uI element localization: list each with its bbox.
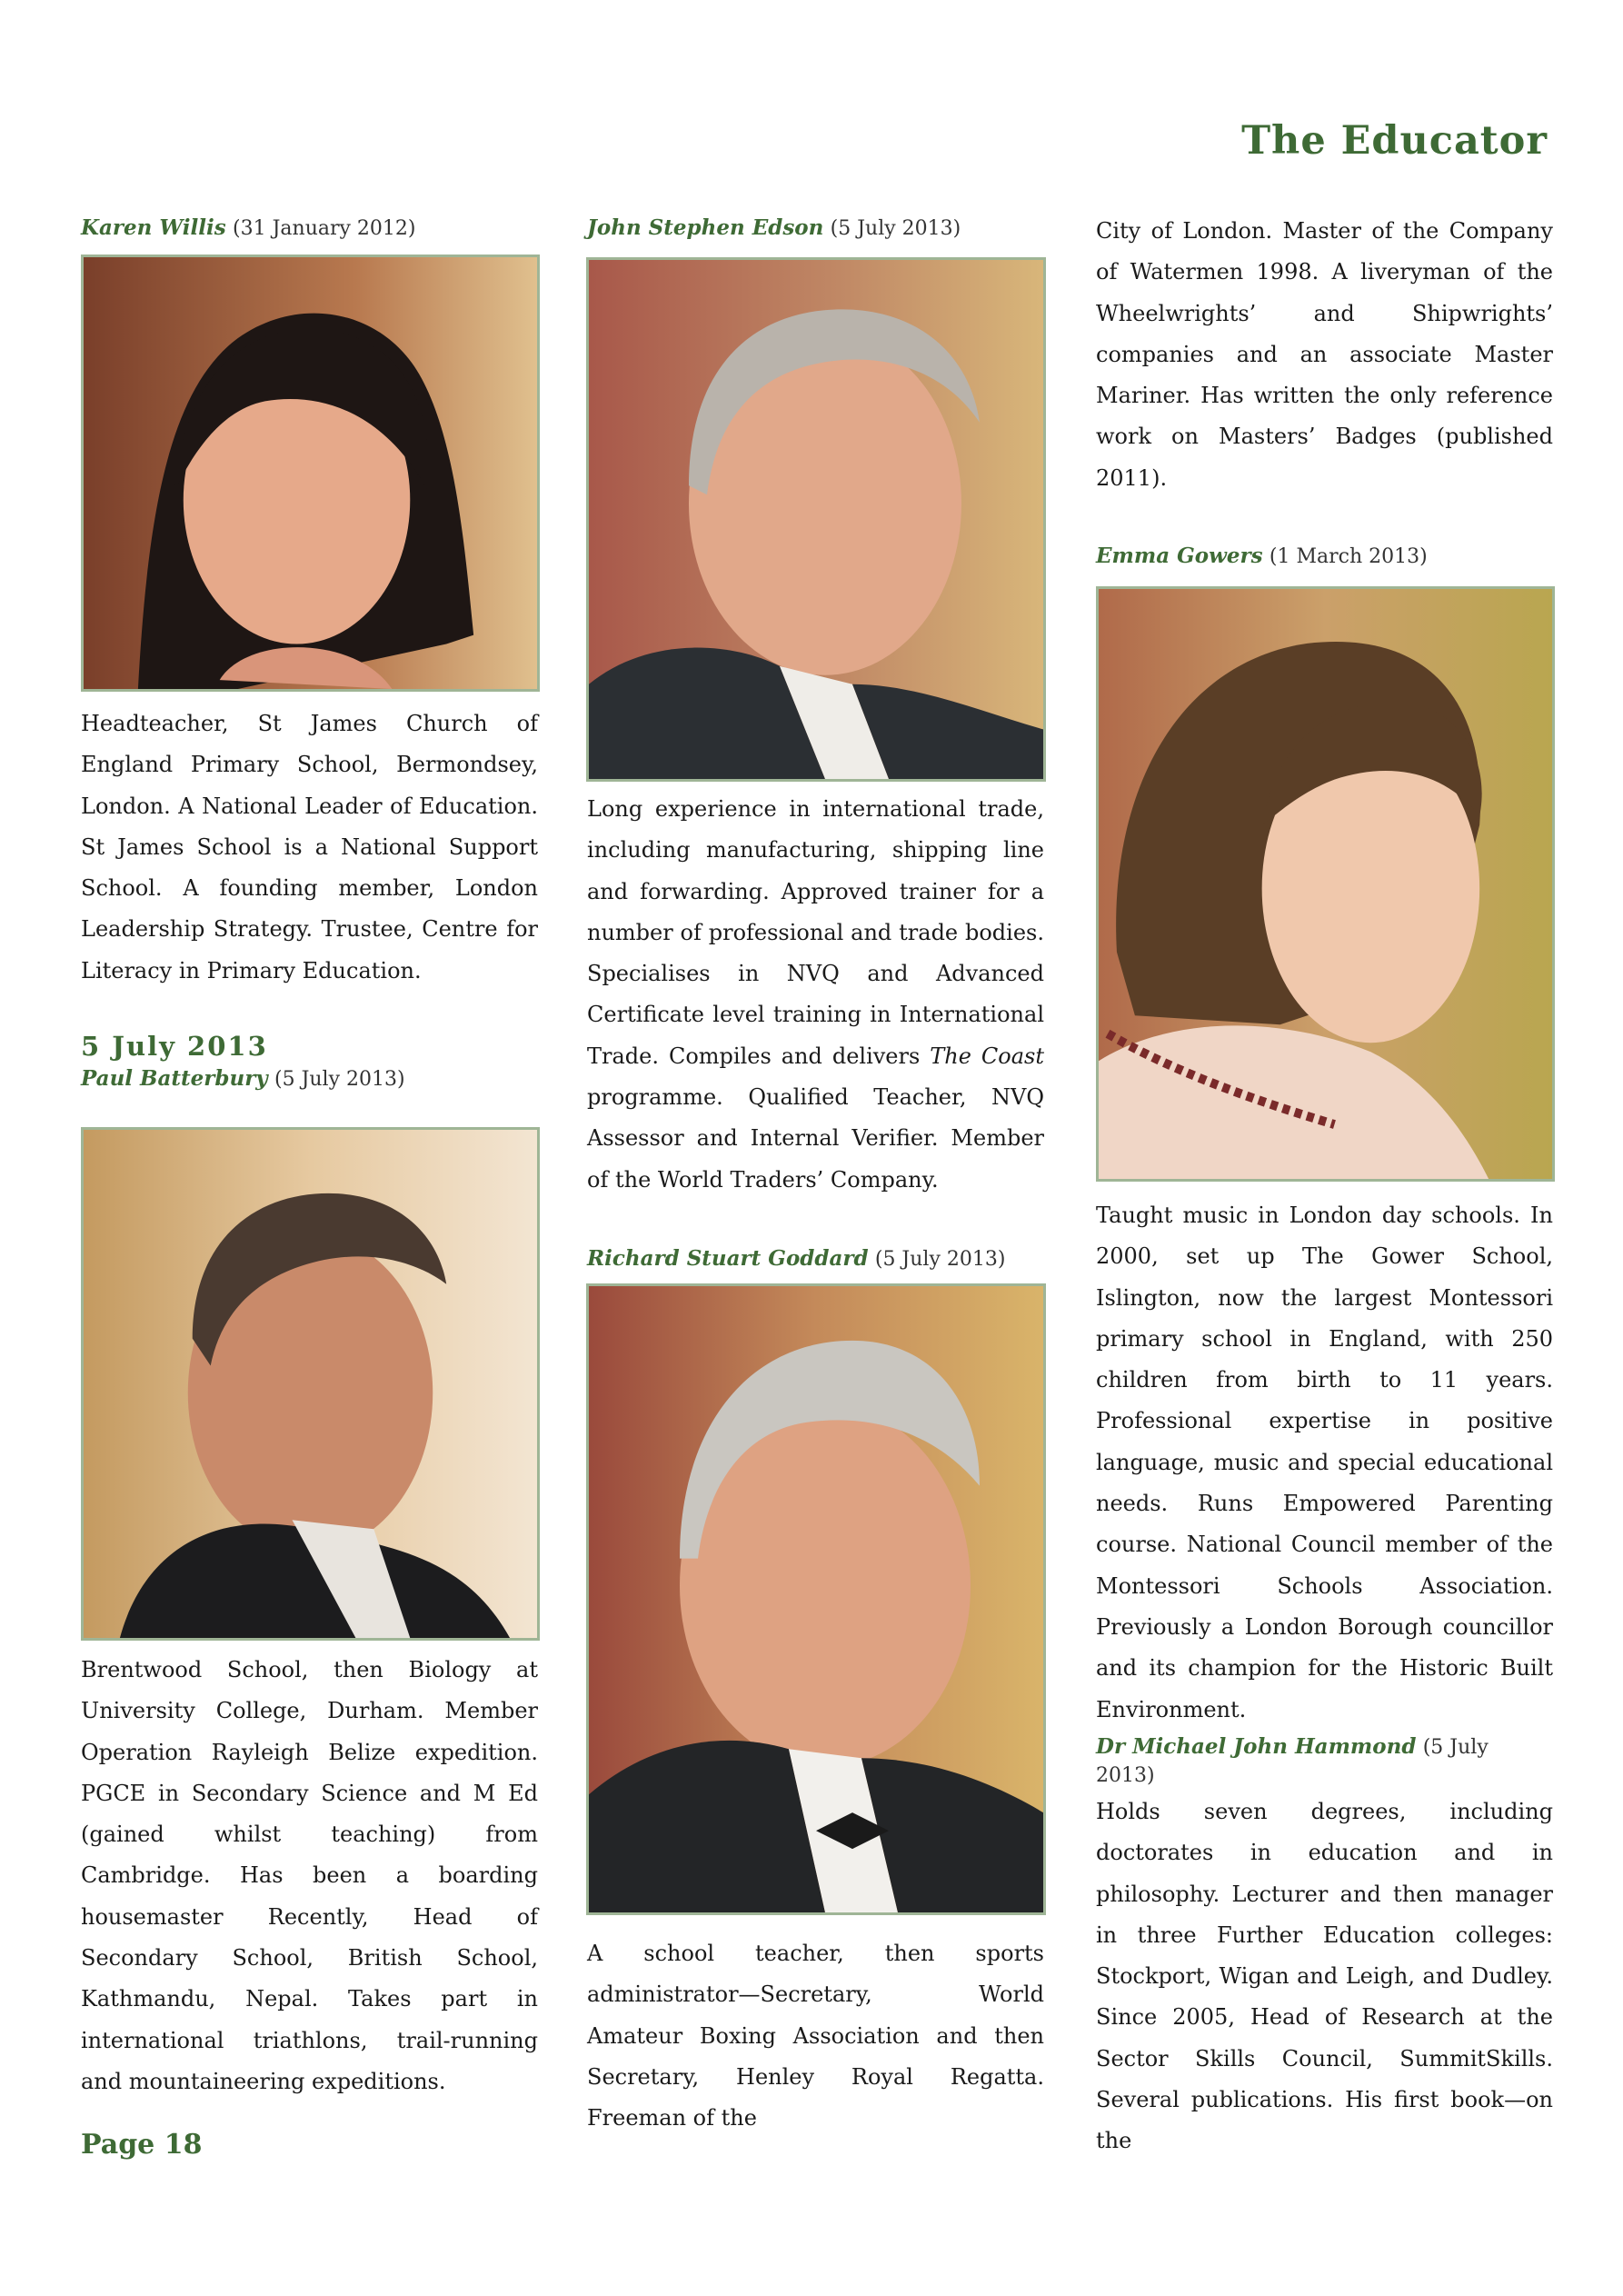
portrait-photo-paul xyxy=(81,1127,540,1641)
profile-date: (1 March 2013) xyxy=(1269,545,1428,568)
profile-bio-michael: Holds seven degrees, including doctorates in education and in philosophy. Lecturer and then manager in three Further Education colleges: Stockport, Wigan and Leigh, and Dudley. Since 2005, Head of Research at the Sector Skills Council, SummitSkills. Several publications. His first book—on the xyxy=(1096,1799,1553,2154)
profile-date: (5 July 2013) xyxy=(274,1068,405,1091)
profile-date: (5 July 2013) xyxy=(1096,1736,1489,1787)
portrait-photo-john xyxy=(586,257,1046,782)
profile-heading-paul xyxy=(81,1065,538,1093)
profile-name: Karen Willis xyxy=(81,215,226,240)
profile-name: John Stephen Edson xyxy=(587,215,824,240)
profile-bio-emma: Taught music in London day schools. In 2000, set up The Gower School, Islington, now the largest Montessori primary school in England, with 250 children from birth to 11 years. Professional expertise in positive language, music and special educational needs. Runs Empowered Parenting course. National Council member of the Montessori Schools Association. Previously a London Borough councillor and its champion for the Historic Built Environment. xyxy=(1096,1203,1553,1722)
profile-heading-richard xyxy=(587,1245,1044,1273)
portrait-photo-karen xyxy=(81,255,540,692)
profile-date: (31 January 2012) xyxy=(233,217,416,240)
bio-text: Long experience in international trade, including manufacturing, shipping line and forwarding. Approved trainer for a number of professional and trade bodies. Specialises in NVQ and Advanced Certificate level training in International Trade. Compiles and delivers xyxy=(587,796,1044,1069)
portrait-photo-emma xyxy=(1096,586,1555,1182)
profile-name: Richard Stuart Goddard xyxy=(587,1246,869,1271)
profile-bio-paul: Brentwood School, then Biology at University College, Durham. Member Operation Rayleigh Belize expedition. PGCE in Secondary Science and M Ed (gained whilst teaching) from Cambridge. Has been a boarding housemaster Recently, Head of Secondary School, British School, Kathmandu, Nepal. Takes part in international triathlons, trail-running and mountaineering expeditions. xyxy=(81,1657,538,2094)
profile-name: Paul Batterbury xyxy=(81,1066,268,1091)
programme-title: The Coast xyxy=(930,1043,1044,1069)
profile-name: Emma Gowers xyxy=(1096,544,1263,568)
profile-date: (5 July 2013) xyxy=(830,217,961,240)
profile-heading-john xyxy=(587,215,1044,243)
section-date-heading: 5 July 2013 xyxy=(81,1031,268,1062)
bio-text: programme. Qualified Teacher, NVQ Assessor and Internal Verifier. Member of the World Traders’ Company. xyxy=(587,1084,1044,1193)
profile-bio-karen: Headteacher, St James Church of England Primary School, Bermondsey, London. A National Leader of Education. St James School is a National Support School. A founding member, London Leadership Strategy. Trustee, Centre for Literacy in Primary Education. xyxy=(81,711,538,983)
column-1 xyxy=(81,215,538,243)
portrait-photo-richard xyxy=(586,1283,1046,1915)
profile-heading-karen xyxy=(81,215,538,243)
profile-bio-richard-continued: City of London. Master of the Company of Watermen 1998. A liveryman of the Wheelwrights’ and Shipwrights’ companies and an associate Master Mariner. Has written the only reference work on Masters’ Badges (published 2011). xyxy=(1096,218,1553,491)
profile-heading-michael xyxy=(1096,1733,1553,1790)
profile-bio-john xyxy=(587,789,1044,1201)
profile-bio-richard: A school teacher, then sports administrator—Secretary, World Amateur Boxing Association and then Secretary, Henley Royal Regatta. Freeman of the xyxy=(587,1941,1044,2131)
profile-heading-emma xyxy=(1096,543,1553,571)
page-number: Page 18 xyxy=(81,2129,203,2161)
profile-name: Dr Michael John Hammond xyxy=(1096,1734,1417,1759)
profile-date: (5 July 2013) xyxy=(874,1248,1006,1271)
publication-title: The Educator xyxy=(1241,118,1548,164)
